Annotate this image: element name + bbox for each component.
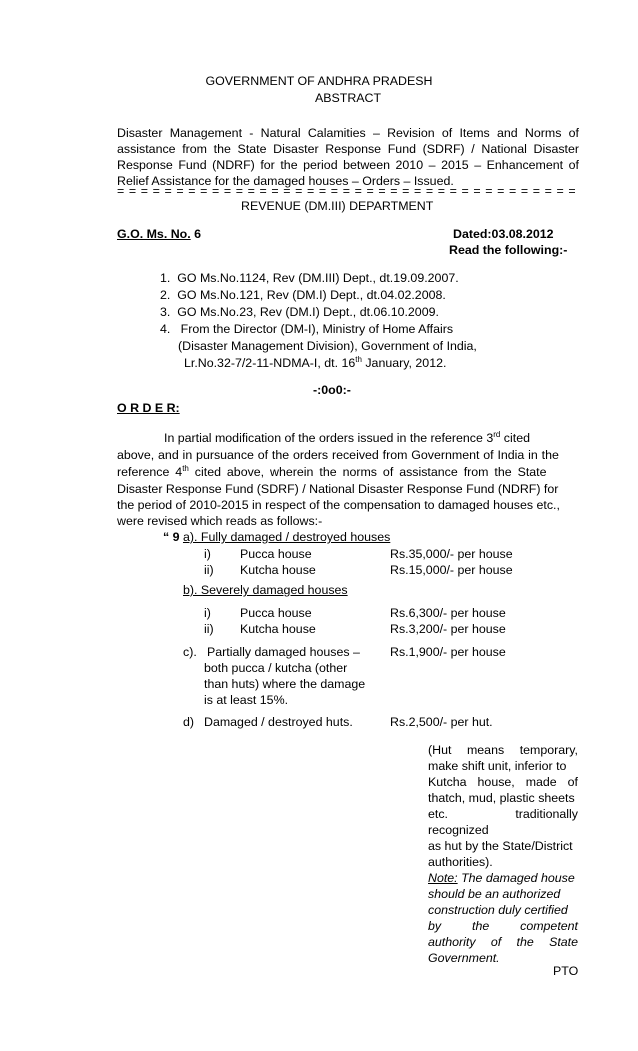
item-d-text: Damaged / destroyed huts. (204, 715, 353, 729)
order-text-line: In partial modification of the orders issued in the reference 3rd cited (164, 429, 530, 445)
hut-note-caveat: by the competent (428, 919, 578, 933)
government-heading: GOVERNMENT OF ANDHRA PRADESH (205, 74, 433, 88)
hut-note-line: recognized (428, 823, 489, 837)
hut-note-line: make shift unit, inferior to (428, 759, 567, 773)
item-c-text: both pucca / kutcha (other (204, 661, 348, 675)
item-c-amount: Rs.1,900/- per house (390, 645, 506, 659)
order-text-line: above, and in pursuance of the orders received from Government of India in the (117, 448, 559, 462)
item-c-text: is at least 15%. (204, 693, 289, 707)
abstract-heading: ABSTRACT (314, 91, 382, 105)
item-a-heading: “ 9 a). Fully damaged / destroyed houses (163, 530, 391, 544)
reference-continuation: (Disaster Management Division), Government of India, (178, 339, 477, 353)
hut-note-line: authorities). (428, 855, 493, 869)
item-c-label: c). (183, 645, 197, 659)
item-b-heading: b). Severely damaged houses (183, 583, 348, 597)
item-a-type: Pucca house (240, 547, 312, 561)
department-name: REVENUE (DM.III) DEPARTMENT (241, 199, 434, 213)
note-label: Note: (428, 871, 458, 885)
order-text-line: were revised which reads as follows:- (117, 514, 323, 528)
hut-note-line: thatch, mud, plastic sheets (428, 791, 575, 805)
item-b-roman: i) (204, 606, 211, 620)
order-text-line: reference 4th cited above, wherein the norms of assistance from the State (117, 463, 547, 479)
item-a-roman: ii) (204, 563, 214, 577)
go-number-prefix: G.O. Ms. No. (117, 227, 191, 241)
hut-note-line: etc. traditionally (428, 807, 578, 821)
reference-item: 1. GO Ms.No.1124, Rev (DM.III) Dept., dt.19.09.2007. (160, 271, 459, 285)
order-text-line: Disaster Response Fund (SDRF) / National Disaster Response Fund (NDRF) for (117, 482, 559, 496)
hut-note-caveat: Note: The damaged house (428, 871, 575, 885)
item-d-label: d) (183, 715, 195, 729)
section-divider: -:0o0:- (313, 383, 351, 397)
item-a-amount: Rs.15,000/- per house (390, 563, 513, 577)
read-following: Read the following:- (449, 243, 568, 257)
separator-line: = = = = = = = = = = = = = = = = = = = = = = = = = = = = = = = = = = = = = = = (117, 184, 577, 198)
order-heading: O R D E R: (117, 401, 180, 415)
hut-note-caveat: should be an authorized (428, 887, 561, 901)
go-date: Dated:03.08.2012 (453, 227, 554, 241)
subject-paragraph: Disaster Management - Natural Calamities – Revision of Items and Norms of assistance from the State Disaster Response Fund (SDRF) / National Disaster Response Fund (NDRF) for the period between 2010 – 2015 – Enhancement of Relief Assistance for the damaged houses – Orders – Issued. (117, 126, 579, 188)
reference-item: 3. GO Ms.No.23, Rev (DM.I) Dept., dt.06.10.2009. (160, 305, 439, 319)
item-b-amount: Rs.3,200/- per house (390, 622, 506, 636)
item-a-type: Kutcha house (240, 563, 316, 577)
item-b-type: Kutcha house (240, 622, 316, 636)
item-d-amount: Rs.2,500/- per hut. (390, 715, 493, 729)
item-b-roman: ii) (204, 622, 214, 636)
hut-note-line: as hut by the State/District (428, 839, 573, 853)
item-c-text: than huts) where the damage (204, 677, 366, 691)
item-a-amount: Rs.35,000/- per house (390, 547, 513, 561)
item-b-amount: Rs.6,300/- per house (390, 606, 506, 620)
hut-note-line: (Hut means temporary, (428, 743, 578, 757)
item-b-type: Pucca house (240, 606, 312, 620)
reference-item: 2. GO Ms.No.121, Rev (DM.I) Dept., dt.04.02.2008. (160, 288, 446, 302)
order-text-line: the period of 2010-2015 in respect of the compensation to damaged houses etc., (117, 498, 560, 512)
item-a-roman: i) (204, 547, 211, 561)
pto-marker: PTO (553, 964, 579, 978)
hut-note-line: Kutcha house, made of (428, 775, 578, 789)
reference-item: 4. From the Director (DM-I), Ministry of Home Affairs (160, 322, 454, 336)
item-c-text: Partially damaged houses – (207, 645, 360, 659)
go-number-value: 6 (194, 227, 202, 241)
hut-note-caveat: construction duly certified (428, 903, 568, 917)
go-number (117, 226, 201, 242)
hut-note-caveat: Government. (428, 951, 500, 965)
reference-continuation: Lr.No.32-7/2-11-NDMA-I, dt. 16th January, 2012. (184, 354, 447, 370)
hut-note-caveat: authority of the State (428, 935, 578, 949)
